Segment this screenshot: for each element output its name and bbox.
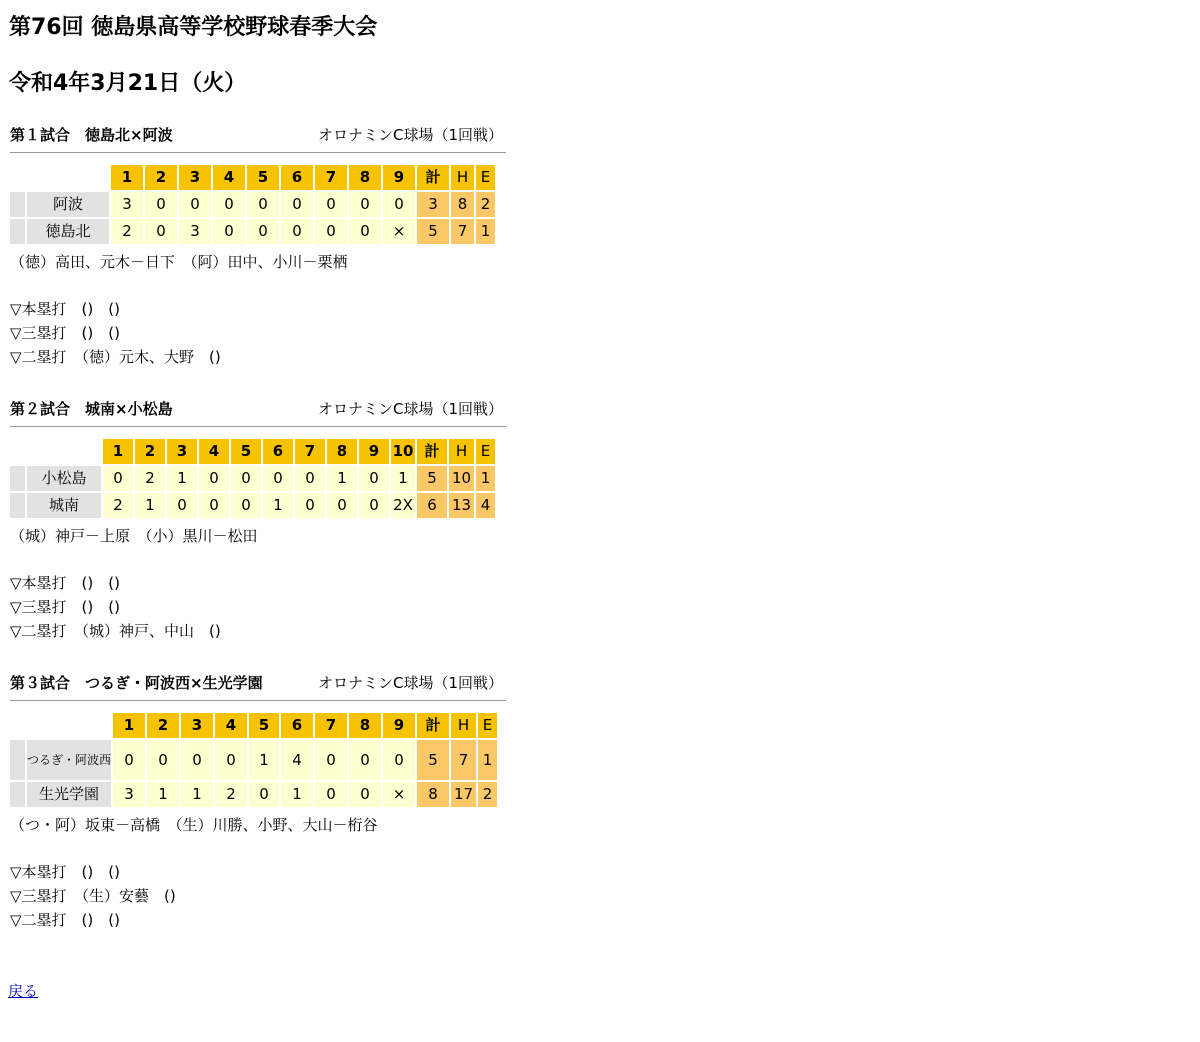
total-runs: 6 — [417, 493, 447, 518]
team-row — [10, 740, 497, 780]
total-hits: 8 — [451, 192, 474, 217]
inning-score: 0 — [247, 219, 279, 244]
inning-score: 0 — [263, 466, 293, 491]
doubles: ▽二塁打 () () — [10, 911, 120, 929]
total-errors: 2 — [476, 192, 495, 217]
game-title: 第２試合 城南×小松島 — [10, 400, 173, 418]
inning-score: 0 — [295, 493, 325, 518]
inning-score: 0 — [147, 740, 179, 780]
team-name: 徳島北 — [27, 219, 109, 244]
inning-score: 0 — [349, 782, 381, 807]
inning-score: 0 — [103, 466, 133, 491]
inning-score: 0 — [359, 466, 389, 491]
inning-score: 0 — [359, 493, 389, 518]
game-date: 令和4年3月21日（火） — [9, 71, 247, 96]
errors-header: E — [476, 439, 495, 464]
total-hits: 13 — [449, 493, 474, 518]
scoreboard — [8, 163, 497, 246]
inning-score: 0 — [315, 192, 347, 217]
inning-score: 0 — [215, 740, 247, 780]
back-link[interactable]: 戻る — [8, 982, 39, 1000]
team-name: 城南 — [27, 493, 101, 518]
total-runs: 8 — [417, 782, 449, 807]
inning-header: 9 — [383, 165, 415, 190]
inning-score: 0 — [213, 192, 245, 217]
inning-header: 8 — [349, 165, 381, 190]
total-hits: 17 — [451, 782, 476, 807]
blank-cell — [27, 713, 111, 738]
row-marker — [10, 493, 25, 518]
scoreboard — [8, 711, 499, 809]
inning-header: 6 — [281, 713, 313, 738]
inning-header: 3 — [181, 713, 213, 738]
inning-header: 8 — [349, 713, 381, 738]
inning-header: 6 — [281, 165, 313, 190]
inning-score: 1 — [167, 466, 197, 491]
inning-score: 0 — [295, 466, 325, 491]
inning-header: 7 — [315, 165, 347, 190]
hits-header: H — [451, 713, 476, 738]
inning-score: 0 — [281, 192, 313, 217]
inning-score: 1 — [263, 493, 293, 518]
doubles: ▽二塁打 （徳）元木、大野 () — [10, 348, 221, 366]
home-runs: ▽本塁打 () () — [10, 574, 120, 592]
inning-score: 0 — [281, 219, 313, 244]
inning-header: 1 — [103, 439, 133, 464]
total-hits: 7 — [451, 219, 474, 244]
game-venue: オロナミンC球場（1回戦） — [317, 126, 503, 144]
total-header: 計 — [417, 165, 449, 190]
inning-score: × — [383, 219, 415, 244]
inning-header: 7 — [315, 713, 347, 738]
row-marker — [10, 219, 25, 244]
inning-header: 3 — [167, 439, 197, 464]
total-runs: 5 — [417, 219, 449, 244]
inning-score: 0 — [145, 192, 177, 217]
inning-score: 3 — [113, 782, 145, 807]
inning-score: 0 — [383, 192, 415, 217]
game-2 — [10, 398, 506, 643]
battery: （徳）高田、元木－日下 （阿）田中、小川－栗栖 — [10, 253, 348, 271]
inning-score: 0 — [315, 740, 347, 780]
blank-cell — [10, 439, 25, 464]
inning-header: 1 — [111, 165, 143, 190]
inning-score: 0 — [349, 219, 381, 244]
team-name: 阿波 — [27, 192, 109, 217]
row-marker — [10, 192, 25, 217]
inning-score: 0 — [383, 740, 415, 780]
triples: ▽三塁打 () () — [10, 324, 120, 342]
inning-header: 5 — [231, 439, 261, 464]
team-row — [10, 192, 495, 217]
total-errors: 4 — [476, 493, 495, 518]
inning-score: 0 — [199, 493, 229, 518]
inning-score: 4 — [281, 740, 313, 780]
inning-header: 2 — [135, 439, 165, 464]
divider — [10, 152, 506, 153]
inning-header: 6 — [263, 439, 293, 464]
total-runs: 3 — [417, 192, 449, 217]
inning-header: 2 — [145, 165, 177, 190]
divider — [10, 426, 506, 427]
inning-score: 0 — [179, 192, 211, 217]
triples: ▽三塁打 （生）安藝 () — [10, 887, 176, 905]
blank-cell — [27, 165, 109, 190]
inning-header: 2 — [147, 713, 179, 738]
inning-header: 10 — [391, 439, 415, 464]
inning-score: 0 — [199, 466, 229, 491]
inning-score: 0 — [327, 493, 357, 518]
total-hits: 10 — [449, 466, 474, 491]
inning-score: 0 — [181, 740, 213, 780]
total-header: 計 — [417, 439, 447, 464]
game-3 — [10, 672, 506, 932]
blank-cell — [10, 165, 25, 190]
inning-score: 0 — [113, 740, 145, 780]
inning-header: 1 — [113, 713, 145, 738]
inning-header: 9 — [383, 713, 415, 738]
inning-score: 2 — [103, 493, 133, 518]
total-errors: 1 — [476, 219, 495, 244]
row-marker — [10, 740, 25, 780]
total-runs: 5 — [417, 466, 447, 491]
inning-score: 1 — [249, 740, 279, 780]
inning-header: 4 — [215, 713, 247, 738]
game-venue: オロナミンC球場（1回戦） — [317, 400, 503, 418]
inning-score: 1 — [281, 782, 313, 807]
team-name: 小松島 — [27, 466, 101, 491]
header-row — [10, 713, 497, 738]
team-row — [10, 782, 497, 807]
inning-score: 1 — [135, 493, 165, 518]
hits-header: H — [449, 439, 474, 464]
inning-score: 0 — [145, 219, 177, 244]
triples: ▽三塁打 () () — [10, 598, 120, 616]
extra-base-hits — [10, 297, 506, 369]
game-1 — [10, 124, 506, 369]
row-marker — [10, 782, 25, 807]
inning-score: 2X — [391, 493, 415, 518]
inning-header: 5 — [247, 165, 279, 190]
inning-score: 2 — [111, 219, 143, 244]
header-row — [10, 165, 495, 190]
row-marker — [10, 466, 25, 491]
inning-score: 0 — [231, 493, 261, 518]
inning-score: 0 — [213, 219, 245, 244]
hits-header: H — [451, 165, 474, 190]
inning-score: 2 — [135, 466, 165, 491]
inning-header: 7 — [295, 439, 325, 464]
inning-header: 4 — [213, 165, 245, 190]
total-runs: 5 — [417, 740, 449, 780]
team-row — [10, 466, 495, 491]
home-runs: ▽本塁打 () () — [10, 863, 120, 881]
blank-cell — [27, 439, 101, 464]
total-hits: 7 — [451, 740, 476, 780]
team-name: つるぎ・阿波西 — [27, 740, 111, 780]
battery: （つ・阿）坂東－高橋 （生）川勝、小野、大山－桁谷 — [10, 816, 378, 834]
inning-score: × — [383, 782, 415, 807]
inning-score: 3 — [111, 192, 143, 217]
inning-header: 5 — [249, 713, 279, 738]
battery: （城）神戸－上原 （小）黒川－松田 — [10, 527, 258, 545]
extra-base-hits — [10, 571, 506, 643]
inning-score: 0 — [349, 740, 381, 780]
inning-header: 3 — [179, 165, 211, 190]
game-venue: オロナミンC球場（1回戦） — [317, 674, 503, 692]
game-title: 第３試合 つるぎ・阿波西×生光学園 — [10, 674, 263, 692]
inning-score: 1 — [391, 466, 415, 491]
total-errors: 2 — [478, 782, 497, 807]
inning-score: 2 — [215, 782, 247, 807]
inning-score: 0 — [249, 782, 279, 807]
inning-score: 0 — [247, 192, 279, 217]
inning-score: 0 — [315, 219, 347, 244]
inning-score: 0 — [167, 493, 197, 518]
total-errors: 1 — [478, 740, 497, 780]
game-title: 第１試合 徳島北×阿波 — [10, 126, 173, 144]
inning-score: 1 — [147, 782, 179, 807]
page-title: 第76回 徳島県高等学校野球春季大会 — [9, 15, 378, 40]
inning-score: 0 — [231, 466, 261, 491]
team-row — [10, 219, 495, 244]
extra-base-hits — [10, 860, 506, 932]
inning-header: 9 — [359, 439, 389, 464]
inning-score: 1 — [181, 782, 213, 807]
inning-score: 0 — [315, 782, 347, 807]
inning-score: 3 — [179, 219, 211, 244]
home-runs: ▽本塁打 () () — [10, 300, 120, 318]
inning-header: 8 — [327, 439, 357, 464]
inning-score: 0 — [349, 192, 381, 217]
errors-header: E — [476, 165, 495, 190]
team-row — [10, 493, 495, 518]
divider — [10, 700, 506, 701]
doubles: ▽二塁打 （城）神戸、中山 () — [10, 622, 221, 640]
blank-cell — [10, 713, 25, 738]
total-errors: 1 — [476, 466, 495, 491]
inning-header: 4 — [199, 439, 229, 464]
total-header: 計 — [417, 713, 449, 738]
inning-score: 1 — [327, 466, 357, 491]
header-row — [10, 439, 495, 464]
scoreboard — [8, 437, 497, 520]
team-name: 生光学園 — [27, 782, 111, 807]
errors-header: E — [478, 713, 497, 738]
